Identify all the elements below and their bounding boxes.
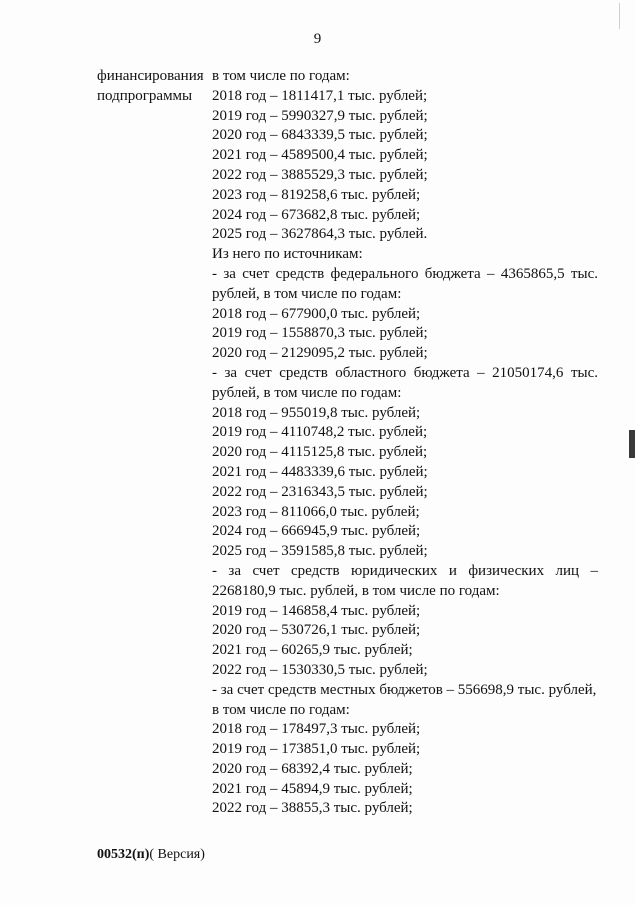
text-line: в том числе по годам: [212, 701, 350, 718]
text-line: 2020 год – 68392,4 тыс. рублей; [212, 760, 413, 777]
text-line: 2020 год – 530726,1 тыс. рублей; [212, 622, 421, 639]
text-line: 2019 год – 5990327,9 тыс. рублей; [212, 107, 428, 124]
text-line: 2022 год – 38855,3 тыс. рублей; [212, 800, 413, 817]
text-line: 2020 год – 4115125,8 тыс. рублей; [212, 444, 428, 461]
text-line: 2019 год – 1558870,3 тыс. рублей; [212, 325, 428, 342]
left-label-line: финансирования [97, 68, 204, 84]
text-line: рублей, в том числе по годам: [212, 285, 402, 302]
text-line: 2018 год – 955019,8 тыс. рублей; [212, 404, 421, 421]
text-line: 2024 год – 666945,9 тыс. рублей; [212, 523, 421, 540]
text-line: 2022 год – 2316343,5 тыс. рублей; [212, 483, 428, 500]
scan-artifact [619, 3, 628, 29]
text-line: 2020 год – 2129095,2 тыс. рублей; [212, 345, 428, 362]
text-line-justified: - за счет средств юридических и физических лиц – [212, 562, 598, 579]
text-line: 2024 год – 673682,8 тыс. рублей; [212, 206, 421, 223]
text-line: 2021 год – 45894,9 тыс. рублей; [212, 780, 413, 797]
text-line: 2025 год – 3591585,8 тыс. рублей; [212, 543, 428, 560]
text-line: рублей, в том числе по годам: [212, 384, 402, 401]
text-line: 2021 год – 60265,9 тыс. рублей; [212, 642, 413, 659]
text-line: 2021 год – 4589500,4 тыс. рублей; [212, 147, 428, 164]
text-line: - за счет средств местных бюджетов – 556698,9 тыс. рублей, [212, 681, 597, 698]
text-line: 2018 год – 677900,0 тыс. рублей; [212, 305, 421, 322]
left-label-line: подпрограммы [97, 87, 193, 104]
footer [97, 846, 205, 864]
page-number: 9 [313, 31, 322, 47]
footer-code: 00532(п) [97, 847, 150, 862]
text-line: 2268180,9 тыс. рублей, в том числе по годам: [212, 582, 500, 599]
table-left-column [97, 67, 212, 107]
text-line: 2022 год – 3885529,3 тыс. рублей; [212, 166, 428, 183]
text-line-justified: - за счет средств федерального бюджета – 4365865,5 тыс. [212, 265, 598, 282]
text-line: 2022 год – 1530330,5 тыс. рублей; [212, 661, 428, 678]
text-line: 2025 год – 3627864,3 тыс. рублей. [212, 226, 428, 243]
text-line: 2018 год – 178497,3 тыс. рублей; [212, 721, 421, 738]
text-line: Из него по источникам: [212, 246, 363, 263]
text-line: 2023 год – 811066,0 тыс. рублей; [212, 503, 420, 520]
text-line-justified: - за счет средств областного бюджета – 21050174,6 тыс. [212, 364, 598, 381]
footer-version: ( Версия) [149, 847, 205, 862]
table-right-column [212, 67, 598, 819]
text-line: 2018 год – 1811417,1 тыс. рублей; [212, 87, 428, 104]
text-line: 2020 год – 6843339,5 тыс. рублей; [212, 127, 428, 144]
text-line: 2023 год – 819258,6 тыс. рублей; [212, 186, 421, 203]
text-line: в том числе по годам: [212, 68, 350, 84]
text-line: 2019 год – 4110748,2 тыс. рублей; [212, 424, 428, 441]
text-line: 2019 год – 173851,0 тыс. рублей; [212, 741, 421, 758]
text-line: 2021 год – 4483339,6 тыс. рублей; [212, 463, 428, 480]
text-line: 2019 год – 146858,4 тыс. рублей; [212, 602, 421, 619]
scan-edge-artifact [629, 430, 635, 458]
